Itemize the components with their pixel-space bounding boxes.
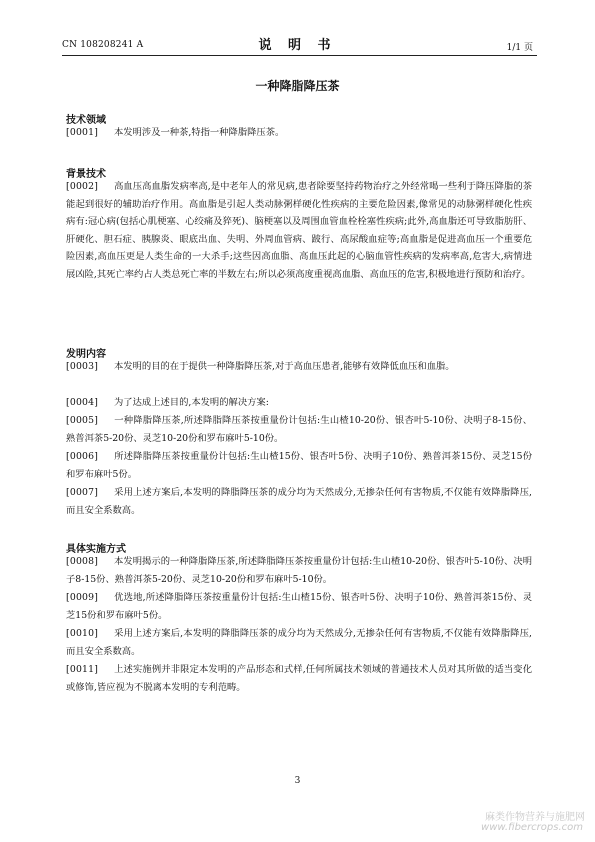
- paragraph-text: 采用上述方案后,本发明的降脂降压茶的成分均为天然成分,无掺杂任何有害物质,不仅能有效降脂降压,而且安全系数高。: [66, 487, 532, 516]
- paragraph-0002: [66, 178, 532, 283]
- paragraph-0010: [66, 625, 532, 660]
- paragraph-number: [0001]: [66, 127, 99, 138]
- document-title: 一种降脂降压茶: [255, 79, 340, 93]
- paragraph-number: [0004]: [66, 397, 99, 408]
- watermark-url: www.fibercrops.com: [481, 822, 583, 833]
- document-type: 说 明 书: [258, 38, 337, 53]
- page-number: 3: [294, 776, 301, 786]
- section-heading-technical-field: 技术领域: [66, 115, 106, 126]
- page-reference: 1/1 页: [506, 43, 533, 53]
- paragraph-0008: [66, 553, 532, 588]
- paragraph-0003: [66, 358, 532, 376]
- patent-number: CN 108208241 A: [62, 40, 144, 50]
- section-heading-embodiments: 具体实施方式: [66, 544, 126, 555]
- paragraph-0006: [66, 448, 532, 483]
- paragraph-text: 优选地,所述降脂降压茶按重量份计包括:生山楂15份、银杏叶5份、决明子10份、熟普洱茶15份、灵芝15份和罗布麻叶5份。: [66, 592, 532, 621]
- paragraph-text: 高血压高血脂发病率高,是中老年人的常见病,患者除要坚持药物治疗之外经常喝一些利于降压降脂的茶能起到很好的辅助治疗作用。高血脂是引起人类动脉粥样硬化性疾病的主要危险因素,像常见的动脉粥样硬化性疾病有:冠心病(包括心肌梗塞、心绞痛及猝死)、脑梗塞以及周围血管血栓栓塞性疾病;此外,高血脂还可导致脂肪肝、肝硬化、胆石症、胰腺炎、眼底出血、失明、外周血管病、跛行、高尿酸血症等;高血脂是促进高血压一个重要危险因素,高血压更是人类生命的一大杀手;这些因高血脂、高血压此起的心脑血管性疾病的发病率高,危害大,病情进展凶险,其死亡率约占人类总死亡率的半数左右;所以必须高度重视高血脂、高血压的危害,积极地进行预防和治疗。: [66, 181, 532, 280]
- paragraph-number: [0005]: [66, 415, 99, 426]
- paragraph-text: 上述实施例并非限定本发明的产品形态和式样,任何所属技术领域的普通技术人员对其所做的适当变化或修饰,皆应视为不脱离本发明的专利范畴。: [66, 664, 532, 693]
- watermark-site-name: 麻类作物营养与施肥网: [485, 812, 585, 823]
- paragraph-text: 本发明的目的在于提供一种降脂降压茶,对于高血压患者,能够有效降低血压和血脂。: [114, 361, 455, 372]
- paragraph-text: 所述降脂降压茶按重量份计包括:生山楂15份、银杏叶5份、决明子10份、熟普洱茶15份、灵芝15份和罗布麻叶5份。: [66, 451, 532, 480]
- paragraph-0005: [66, 412, 532, 447]
- paragraph-text: 本发明涉及一种茶,特指一种降脂降压茶。: [114, 127, 285, 138]
- paragraph-number: [0010]: [66, 628, 99, 639]
- paragraph-number: [0007]: [66, 487, 99, 498]
- paragraph-text: 一种降脂降压茶,所述降脂降压茶按重量份计包括:生山楂10-20份、银杏叶5-10份、决明子8-15份、熟普洱茶5-20份、灵芝10-20份和罗布麻叶5-10份。: [66, 415, 532, 444]
- paragraph-0009: [66, 589, 532, 624]
- paragraph-0007: [66, 484, 532, 519]
- section-heading-background: 背景技术: [66, 169, 106, 180]
- paragraph-0001: [66, 124, 532, 142]
- paragraph-number: [0006]: [66, 451, 99, 462]
- paragraph-number: [0011]: [66, 664, 99, 675]
- section-heading-summary: 发明内容: [66, 349, 106, 360]
- paragraph-number: [0002]: [66, 181, 99, 192]
- paragraph-text: 本发明揭示的一种降脂降压茶,所述降脂降压茶按重量份计包括:生山楂10-20份、银杏叶5-10份、决明子8-15份、熟普洱茶5-20份、灵芝10-20份和罗布麻叶5-10份。: [66, 556, 532, 585]
- header-divider: [62, 55, 537, 56]
- paragraph-text: 采用上述方案后,本发明的降脂降压茶的成分均为天然成分,无掺杂任何有害物质,不仅能有效降脂降压,而且安全系数高。: [66, 628, 532, 657]
- paragraph-number: [0003]: [66, 361, 99, 372]
- paragraph-0011: [66, 661, 532, 696]
- paragraph-text: 为了达成上述目的,本发明的解决方案:: [114, 397, 269, 408]
- paragraph-0004: [66, 394, 532, 412]
- paragraph-number: [0008]: [66, 556, 99, 567]
- paragraph-number: [0009]: [66, 592, 99, 603]
